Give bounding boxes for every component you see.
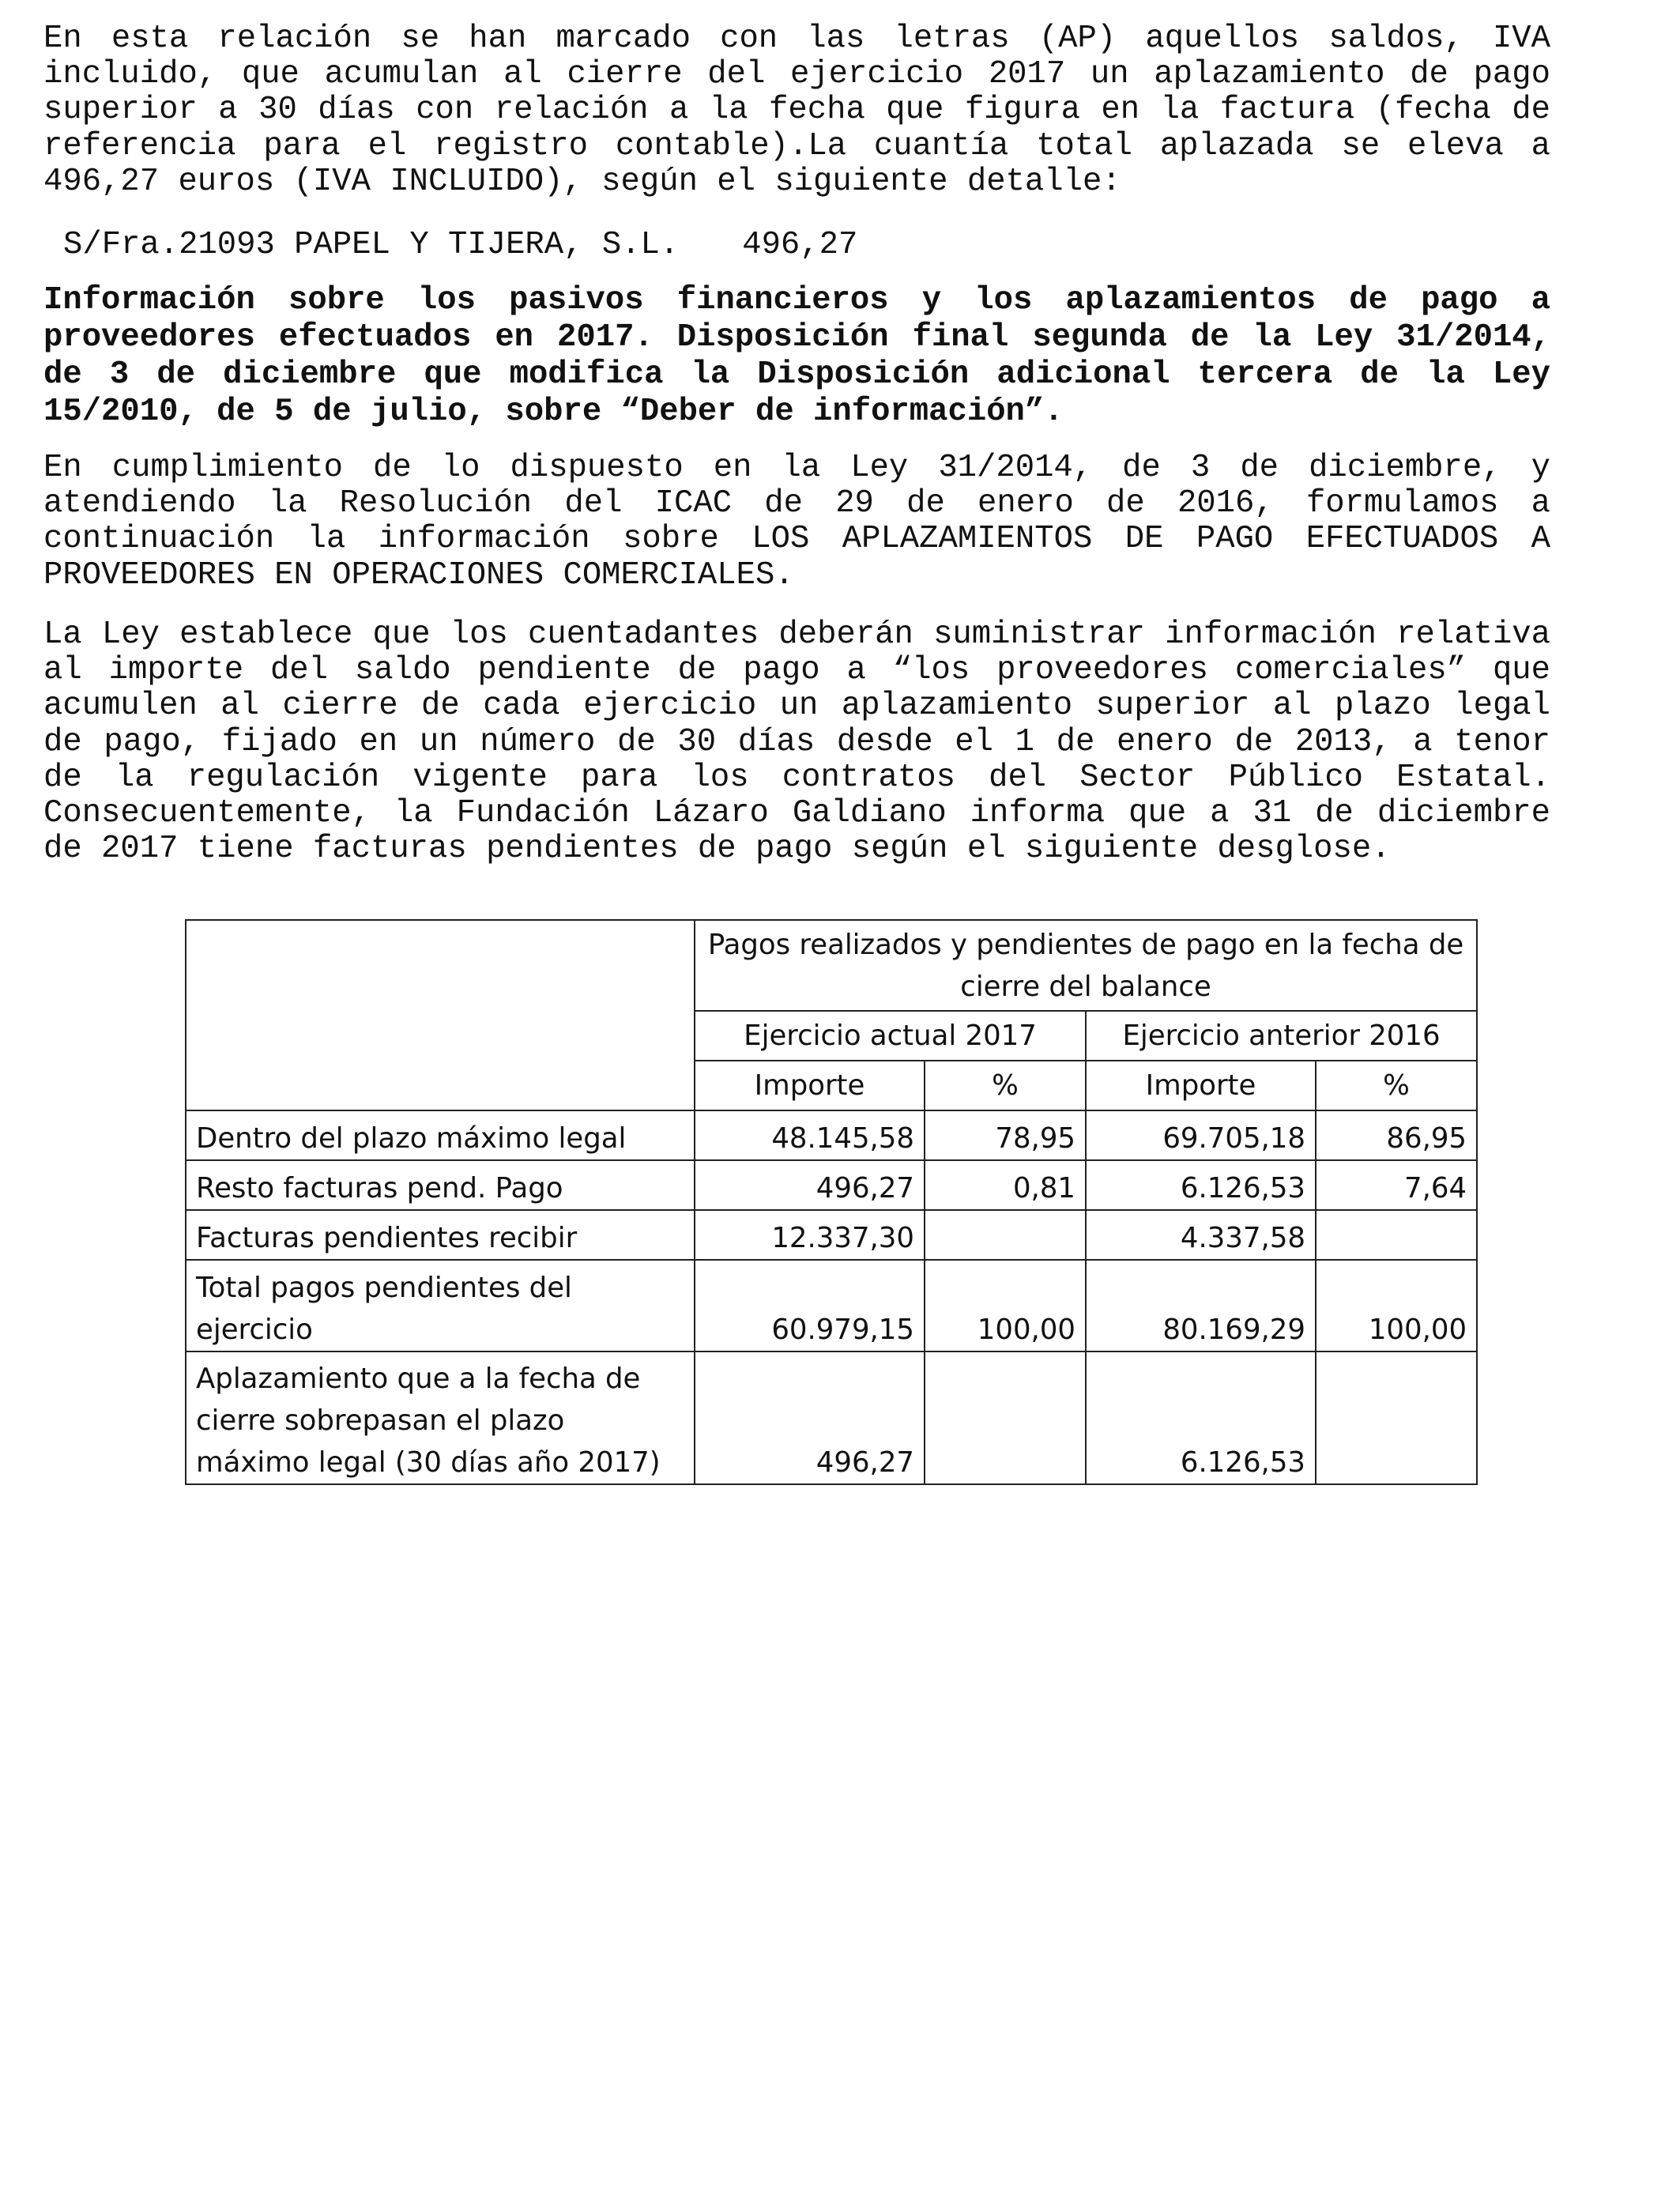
row-label: Aplazamiento que a la fecha de cierre sobrepasan el plazo máximo legal (30 días año 2017) bbox=[186, 1351, 695, 1484]
cell-importe-2016: 6.126,53 bbox=[1086, 1351, 1316, 1484]
cell-importe-2016: 4.337,58 bbox=[1086, 1210, 1316, 1260]
cell-importe-2016: 80.169,29 bbox=[1086, 1260, 1316, 1351]
table-row bbox=[186, 1160, 1477, 1210]
cell-pct-2017 bbox=[925, 1351, 1086, 1484]
row-label: Resto facturas pend. Pago bbox=[186, 1160, 695, 1210]
cell-pct-2017: 0,81 bbox=[925, 1160, 1086, 1210]
law-paragraph: La Ley establece que los cuentadantes deberán suministrar información relativa al importe del saldo pendiente de pago a “los proveedores comerciales” que acumulen al cierre de cada ejercicio un aplazamiento superior al plazo legal de pago, fijado en un número de 30 días desde el 1 de enero de 2013, a tenor de la regulación vigente para los contratos del Sector Público Estatal. Consecuentemente, la Fundación Lázaro Galdiano informa que a 31 de diciembre de 2017 tiene facturas pendientes de pago según el siguiente desglose. bbox=[43, 616, 1550, 868]
cell-importe-2016: 69.705,18 bbox=[1086, 1110, 1316, 1160]
cell-importe-2016: 6.126,53 bbox=[1086, 1160, 1316, 1210]
table-row bbox=[186, 1351, 1477, 1484]
row-label: Dentro del plazo máximo legal bbox=[186, 1110, 695, 1160]
header-importe-2016: Importe bbox=[1086, 1061, 1316, 1110]
cell-importe-2017: 60.979,15 bbox=[695, 1260, 925, 1351]
header-year-previous: Ejercicio anterior 2016 bbox=[1086, 1011, 1477, 1061]
header-year-current: Ejercicio actual 2017 bbox=[695, 1011, 1086, 1061]
cell-pct-2017 bbox=[925, 1210, 1086, 1260]
intro-paragraph: En esta relación se han marcado con las letras (AP) aquellos saldos, IVA incluido, que acumulan al cierre del ejercicio 2017 un aplazamiento de pago superior a 30 días con relación a la fecha que figura en la factura (fecha de referencia para el registro contable).La cuantía total aplazada se eleva a 496,27 euros (IVA INCLUIDO), según el siguiente detalle: bbox=[43, 21, 1550, 200]
cell-pct-2016 bbox=[1316, 1210, 1477, 1260]
invoice-detail-label: S/Fra.21093 PAPEL Y TIJERA, S.L. bbox=[63, 227, 680, 263]
header-pct-2016: % bbox=[1316, 1061, 1477, 1110]
cell-importe-2017: 496,27 bbox=[695, 1160, 925, 1210]
header-pct-2017: % bbox=[925, 1061, 1086, 1110]
table-row bbox=[186, 1260, 1477, 1351]
row-label: Facturas pendientes recibir bbox=[186, 1210, 695, 1260]
table-main-header: Pagos realizados y pendientes de pago en la fecha de cierre del balance bbox=[695, 920, 1477, 1011]
table-row bbox=[186, 1210, 1477, 1260]
table-row bbox=[186, 1110, 1477, 1160]
compliance-paragraph: En cumplimiento de lo dispuesto en la Ley 31/2014, de 3 de diciembre, y atendiendo la Resolución del ICAC de 29 de enero de 2016, formulamos a continuación la información sobre LOS APLAZAMIENTOS DE PAGO EFECTUADOS A PROVEEDORES EN OPERACIONES COMERCIALES. bbox=[43, 450, 1550, 594]
section-heading: Información sobre los pasivos financieros y los aplazamientos de pago a proveedores efectuados en 2017. Disposición final segunda de la Ley 31/2014, de 3 de diciembre que modifica la Disposición adicional tercera de la Ley 15/2010, de 5 de julio, sobre “Deber de información”. bbox=[43, 282, 1550, 430]
table-corner-cell bbox=[186, 920, 695, 1110]
header-importe-2017: Importe bbox=[695, 1061, 925, 1110]
payments-table bbox=[185, 919, 1478, 1485]
cell-pct-2016: 86,95 bbox=[1316, 1110, 1477, 1160]
cell-pct-2016 bbox=[1316, 1351, 1477, 1484]
cell-pct-2016: 100,00 bbox=[1316, 1260, 1477, 1351]
invoice-detail-amount: 496,27 bbox=[742, 227, 858, 263]
cell-importe-2017: 496,27 bbox=[695, 1351, 925, 1484]
cell-importe-2017: 12.337,30 bbox=[695, 1210, 925, 1260]
row-label: Total pagos pendientes del ejercicio bbox=[186, 1260, 695, 1351]
cell-importe-2017: 48.145,58 bbox=[695, 1110, 925, 1160]
cell-pct-2016: 7,64 bbox=[1316, 1160, 1477, 1210]
cell-pct-2017: 100,00 bbox=[925, 1260, 1086, 1351]
cell-pct-2017: 78,95 bbox=[925, 1110, 1086, 1160]
invoice-detail-line bbox=[63, 225, 857, 265]
